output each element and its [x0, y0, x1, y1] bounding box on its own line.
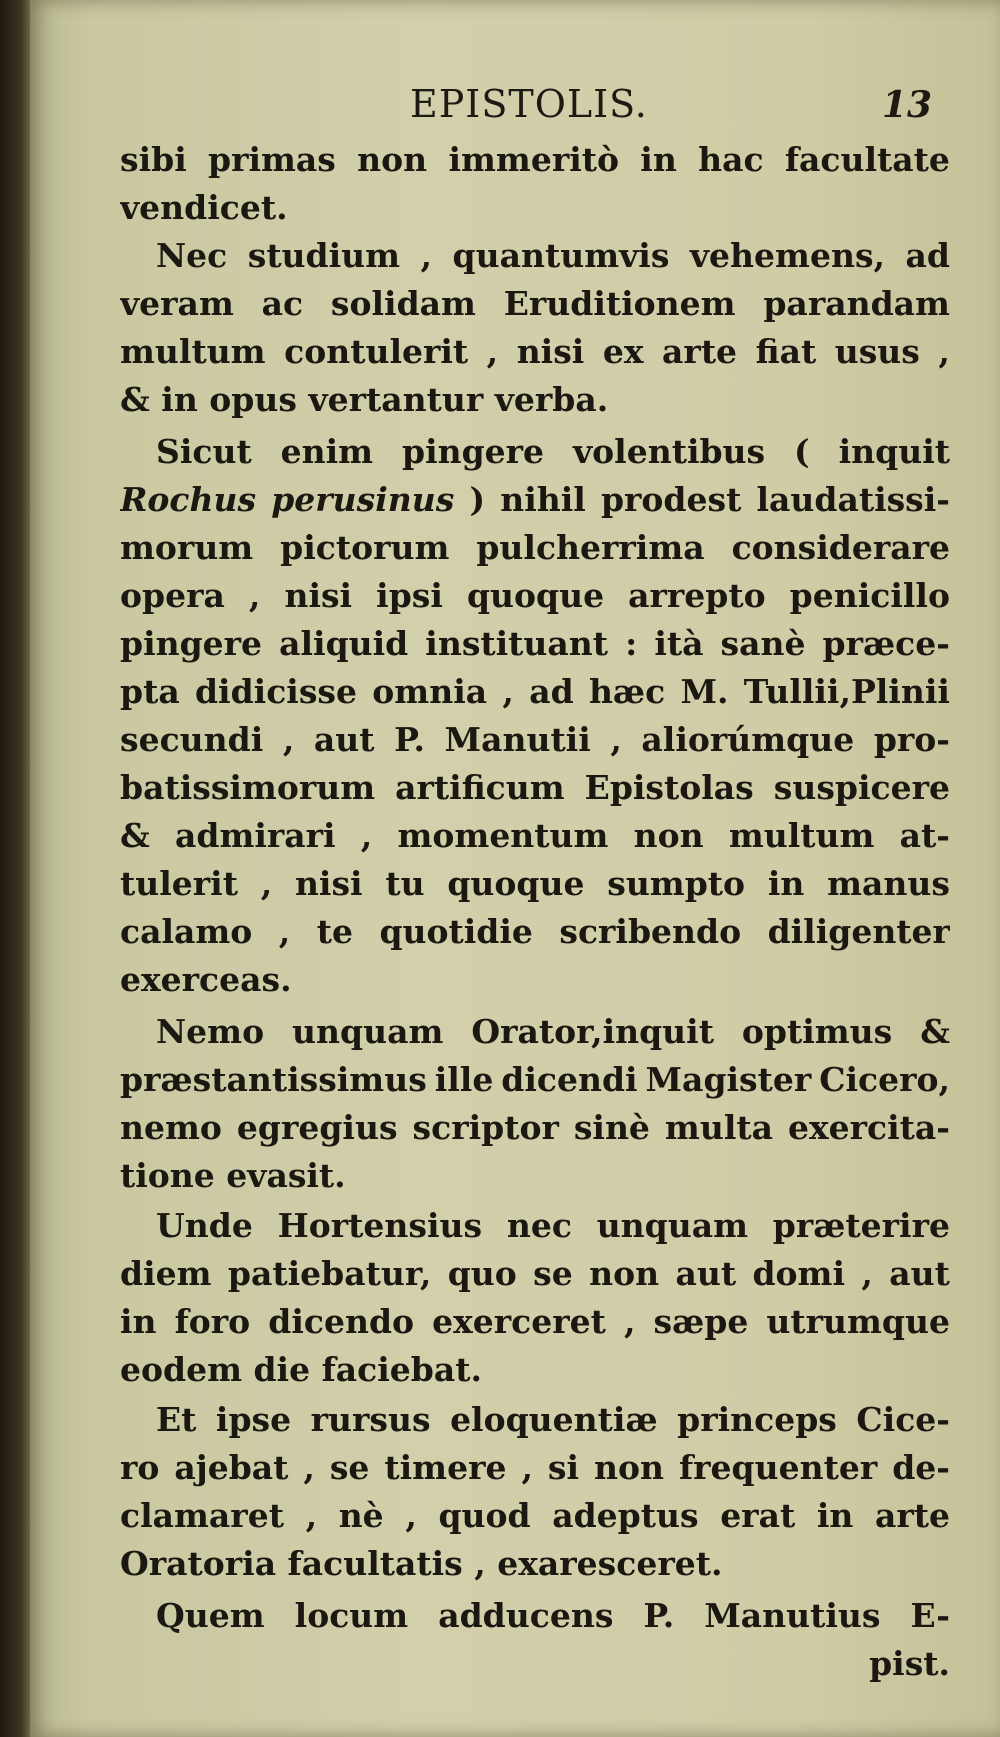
text-line: secundi , aut P. Manutii , aliorúmque pro- [120, 720, 950, 759]
text-line: Rochus perusinus ) nihil prodest laudatissi- [120, 480, 950, 519]
text-line: diem patiebatur, quo se non aut domi , aut [120, 1254, 950, 1293]
body-text [120, 140, 950, 1720]
text-line: batissimorum artificum Epistolas suspicere [120, 768, 950, 807]
page-number: 13 [882, 84, 933, 126]
text-line: Et ipse rursus eloquentiæ princeps Cice- [156, 1400, 950, 1439]
text-line: nemo egregius scriptor sinè multa exercita- [120, 1108, 950, 1147]
text-line: & admirari , momentum non multum at- [120, 816, 950, 855]
text-line: tulerit , nisi tu quoque sumpto in manus [120, 864, 950, 903]
text-line: tione evasit. [120, 1156, 346, 1195]
text-line: Quem locum adducens P. Manutius E- [156, 1596, 950, 1635]
text-line: eodem die faciebat. [120, 1350, 482, 1389]
book-page [30, 0, 1000, 1737]
text-line: exerceas. [120, 960, 292, 999]
text-line: clamaret , nè , quod adeptus erat in arte [120, 1496, 950, 1535]
text-line: Oratoria facultatis , exaresceret. [120, 1544, 723, 1583]
text-line: calamo , te quotidie scribendo diligenter [120, 912, 950, 951]
catchword: pist. [869, 1644, 950, 1683]
text-line: sibi primas non immeritò in hac facultate [120, 140, 950, 179]
text-line: morum pictorum pulcherrima considerare [120, 528, 950, 567]
text-line: in foro dicendo exerceret , sæpe utrumque [120, 1302, 950, 1341]
text-line: pingere aliquid instituant : ità sanè præce- [120, 624, 950, 663]
text-line: præstantissimus ille dicendi Magister Cicero, [120, 1060, 950, 1099]
book-gutter [0, 0, 30, 1737]
text-line: pta didicisse omnia , ad hæc M. Tullii,Plinii [120, 672, 950, 711]
text-line: veram ac solidam Eruditionem parandam [120, 284, 950, 323]
text-line: Unde Hortensius nec unquam præterire [156, 1206, 950, 1245]
running-title: EPISTOLIS. [410, 82, 648, 126]
text-line: ro ajebat , se timere , si non frequenter de- [120, 1448, 950, 1487]
page-header [30, 82, 1000, 132]
text-line: Sicut enim pingere volentibus ( inquit [156, 432, 950, 471]
text-line: vendicet. [120, 188, 288, 227]
text-line: Nec studium , quantumvis vehemens, ad [156, 236, 950, 275]
text-line: multum contulerit , nisi ex arte fiat usus , [120, 332, 950, 371]
text-line: & in opus vertantur verba. [120, 380, 609, 419]
text-line: opera , nisi ipsi quoque arrepto penicillo [120, 576, 950, 615]
text-line: Nemo unquam Orator,inquit optimus & [156, 1012, 950, 1051]
